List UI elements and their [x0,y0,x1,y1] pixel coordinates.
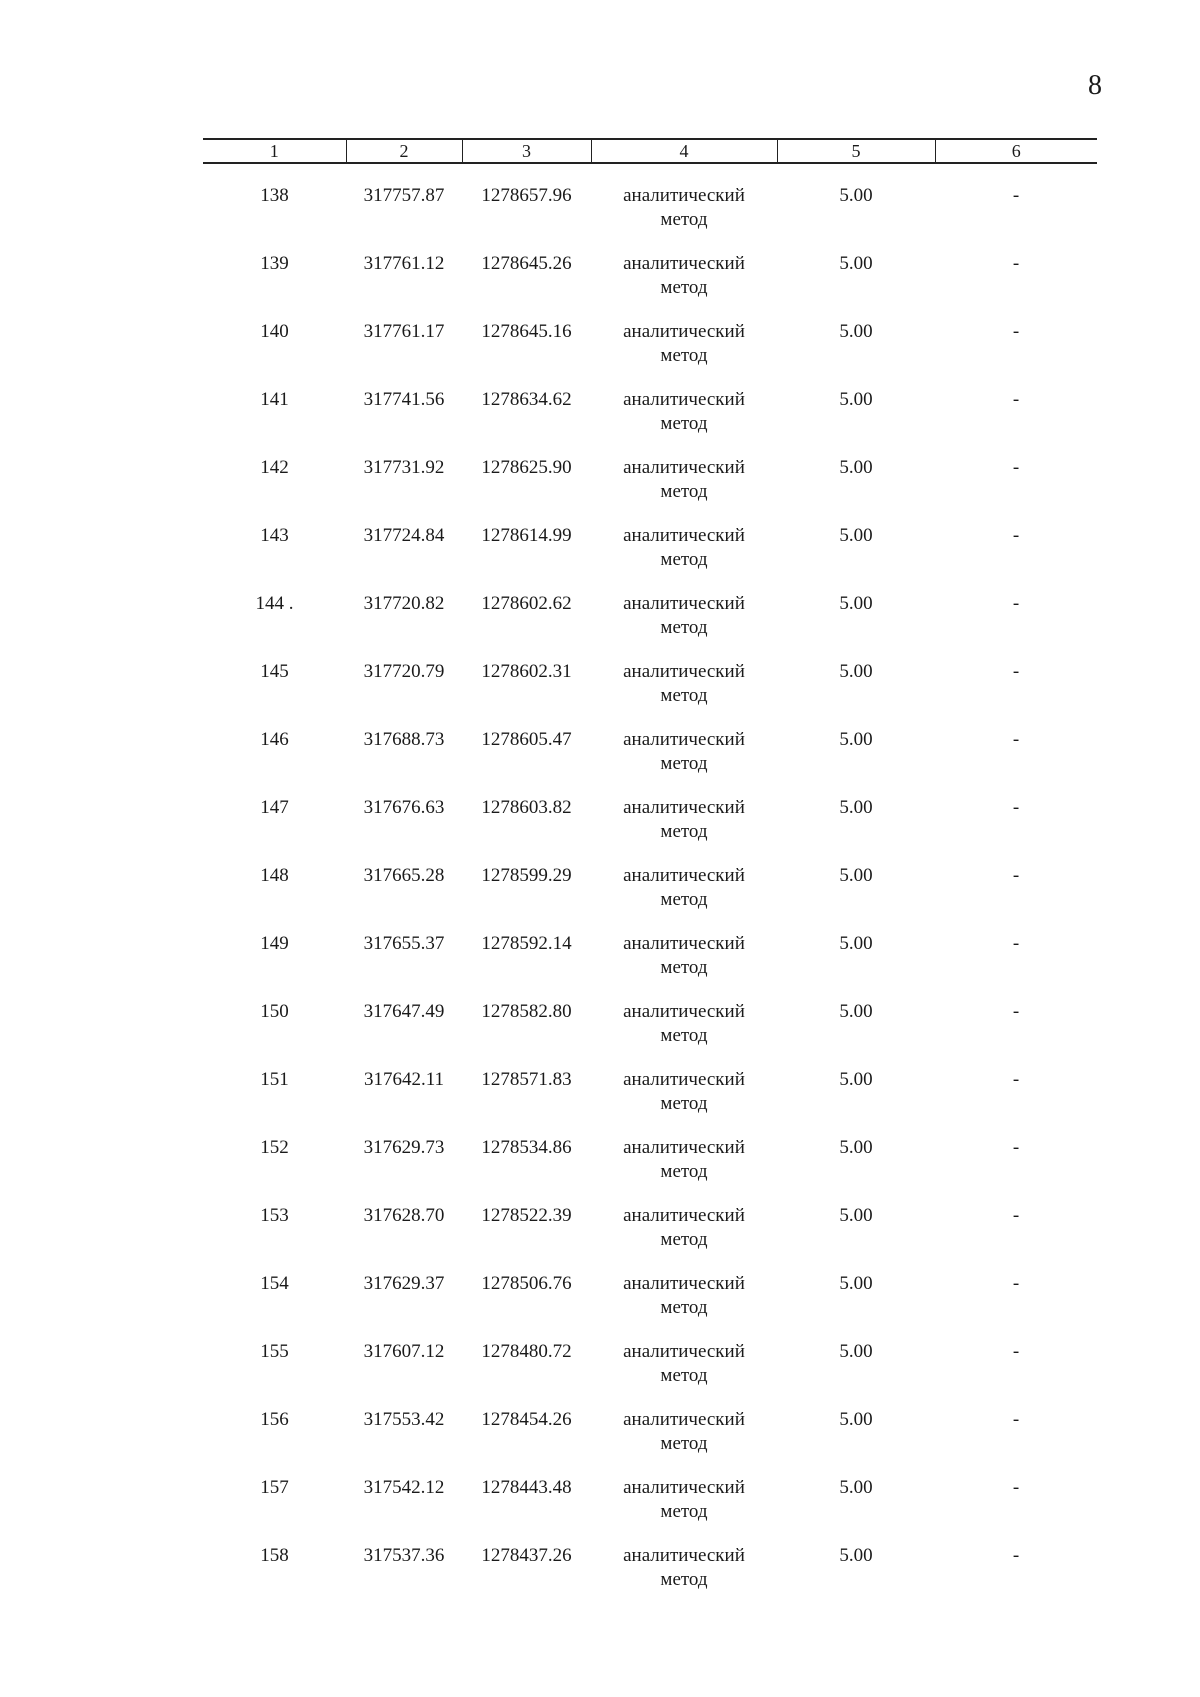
x-coordinate-cell: 317665.28 [363,865,445,886]
table-row [203,456,1097,524]
table-row [203,660,1097,728]
accuracy-cell: 5.00 [839,389,873,410]
method-cell [591,1204,777,1272]
note-cell: - [1012,729,1020,750]
method-line-1: аналитический [623,797,745,818]
table-row [203,388,1097,456]
accuracy-cell: 5.00 [839,593,873,614]
method-line-1: аналитический [623,321,745,342]
table-row [203,728,1097,796]
accuracy-cell: 5.00 [839,457,873,478]
x-coordinate-cell: 317688.73 [363,729,445,750]
y-coordinate-cell: 1278602.62 [481,593,572,614]
note-cell: - [1012,661,1020,682]
method-cell [591,1340,777,1408]
note-cell: - [1012,1273,1020,1294]
method-cell [591,796,777,864]
accuracy-cell: 5.00 [839,253,873,274]
table-row [203,1272,1097,1340]
table-row [203,252,1097,320]
method-line-2: метод [660,345,708,366]
x-coordinate-cell: 317720.79 [363,661,445,682]
point-number-cell: 138 [260,185,289,206]
table-row [203,1476,1097,1544]
accuracy-cell: 5.00 [839,1001,873,1022]
method-line-1: аналитический [623,1069,745,1090]
x-coordinate-cell: 317542.12 [363,1477,445,1498]
method-line-1: аналитический [623,389,745,410]
accuracy-cell: 5.00 [839,933,873,954]
method-line-1: аналитический [623,1273,745,1294]
y-coordinate-cell: 1278614.99 [481,525,572,546]
x-coordinate-cell: 317629.73 [363,1137,445,1158]
method-cell [591,388,777,456]
method-line-2: метод [660,549,708,570]
accuracy-cell: 5.00 [839,1273,873,1294]
method-line-2: метод [660,821,708,842]
method-cell [591,1544,777,1612]
method-cell [591,456,777,524]
accuracy-cell: 5.00 [839,797,873,818]
header-col-1: 1 [203,139,346,163]
x-coordinate-cell: 317629.37 [363,1273,445,1294]
note-cell: - [1012,1545,1020,1566]
point-number-cell: 143 [260,525,289,546]
method-line-1: аналитический [623,1205,745,1226]
note-cell: - [1012,1137,1020,1158]
y-coordinate-cell: 1278506.76 [481,1273,572,1294]
x-coordinate-cell: 317628.70 [363,1205,445,1226]
x-coordinate-cell: 317761.17 [363,321,445,342]
method-line-1: аналитический [623,865,745,886]
note-cell: - [1012,1409,1020,1430]
point-number-cell: 146 [260,729,289,750]
note-cell: - [1012,1205,1020,1226]
method-line-1: аналитический [623,1409,745,1430]
table-header [203,139,1097,163]
method-line-2: метод [660,413,708,434]
accuracy-cell: 5.00 [839,1341,873,1362]
header-row [203,139,1097,163]
point-number-cell: 153 [260,1205,289,1226]
method-cell [591,864,777,932]
method-line-2: метод [660,957,708,978]
note-cell: - [1012,185,1020,206]
page-number: 8 [1088,70,1102,101]
method-line-2: метод [660,1501,708,1522]
method-cell [591,1408,777,1476]
note-cell: - [1012,457,1020,478]
point-number-cell: 149 [260,933,289,954]
point-number-cell: 154 [260,1273,289,1294]
method-line-1: аналитический [623,661,745,682]
table-row [203,1068,1097,1136]
y-coordinate-cell: 1278571.83 [481,1069,572,1090]
x-coordinate-cell: 317757.87 [363,185,445,206]
accuracy-cell: 5.00 [839,525,873,546]
table-row [203,524,1097,592]
method-line-1: аналитический [623,1341,745,1362]
x-coordinate-cell: 317642.11 [363,1069,445,1090]
y-coordinate-cell: 1278657.96 [481,185,572,206]
x-coordinate-cell: 317720.82 [363,593,445,614]
note-cell: - [1012,865,1020,886]
note-cell: - [1012,933,1020,954]
method-line-1: аналитический [623,593,745,614]
method-line-1: аналитический [623,933,745,954]
x-coordinate-cell: 317647.49 [363,1001,445,1022]
method-line-2: метод [660,277,708,298]
method-line-2: метод [660,1365,708,1386]
method-line-2: метод [660,1229,708,1250]
accuracy-cell: 5.00 [839,729,873,750]
table-row [203,320,1097,388]
x-coordinate-cell: 317724.84 [363,525,445,546]
table-row [203,1408,1097,1476]
point-number-cell: 150 [260,1001,289,1022]
method-line-2: метод [660,1025,708,1046]
method-line-2: метод [660,685,708,706]
method-line-2: метод [660,1569,708,1590]
method-line-2: метод [660,889,708,910]
note-cell: - [1012,389,1020,410]
method-line-1: аналитический [623,1545,745,1566]
x-coordinate-cell: 317676.63 [363,797,445,818]
point-number-cell: 144 . [255,593,294,614]
note-cell: - [1012,253,1020,274]
point-number-cell: 147 [260,797,289,818]
method-line-1: аналитический [623,253,745,274]
accuracy-cell: 5.00 [839,1477,873,1498]
y-coordinate-cell: 1278634.62 [481,389,572,410]
table-row [203,796,1097,864]
method-cell [591,1068,777,1136]
y-coordinate-cell: 1278599.29 [481,865,572,886]
table-row [203,1136,1097,1204]
y-coordinate-cell: 1278480.72 [481,1341,572,1362]
y-coordinate-cell: 1278582.80 [481,1001,572,1022]
point-number-cell: 158 [260,1545,289,1566]
accuracy-cell: 5.00 [839,661,873,682]
method-line-2: метод [660,209,708,230]
note-cell: - [1012,1341,1020,1362]
table-row [203,1340,1097,1408]
point-number-cell: 157 [260,1477,289,1498]
accuracy-cell: 5.00 [839,865,873,886]
x-coordinate-cell: 317655.37 [363,933,445,954]
y-coordinate-cell: 1278645.26 [481,253,572,274]
method-line-1: аналитический [623,729,745,750]
method-cell [591,1272,777,1340]
method-line-2: метод [660,1161,708,1182]
y-coordinate-cell: 1278605.47 [481,729,572,750]
accuracy-cell: 5.00 [839,1409,873,1430]
method-line-1: аналитический [623,185,745,206]
y-coordinate-cell: 1278592.14 [481,933,572,954]
accuracy-cell: 5.00 [839,321,873,342]
coordinates-table [203,138,1097,1612]
y-coordinate-cell: 1278603.82 [481,797,572,818]
table-row [203,1544,1097,1612]
table-row [203,864,1097,932]
point-number-cell: 142 [260,457,289,478]
coordinates-table-container [203,138,1097,1612]
point-number-cell: 156 [260,1409,289,1430]
accuracy-cell: 5.00 [839,1137,873,1158]
method-line-2: метод [660,1093,708,1114]
note-cell: - [1012,321,1020,342]
method-cell [591,524,777,592]
point-number-cell: 148 [260,865,289,886]
header-col-5: 5 [777,139,935,163]
table-row [203,592,1097,660]
point-number-cell: 139 [260,253,289,274]
method-line-1: аналитический [623,1001,745,1022]
accuracy-cell: 5.00 [839,185,873,206]
method-line-1: аналитический [623,457,745,478]
method-line-2: метод [660,617,708,638]
note-cell: - [1012,1477,1020,1498]
x-coordinate-cell: 317553.42 [363,1409,445,1430]
x-coordinate-cell: 317537.36 [363,1545,445,1566]
method-line-2: метод [660,753,708,774]
point-number-cell: 141 [260,389,289,410]
table-row [203,932,1097,1000]
method-line-2: метод [660,1433,708,1454]
y-coordinate-cell: 1278437.26 [481,1545,572,1566]
y-coordinate-cell: 1278454.26 [481,1409,572,1430]
method-line-1: аналитический [623,1477,745,1498]
point-number-cell: 155 [260,1341,289,1362]
point-number-cell: 145 [260,661,289,682]
method-cell [591,1476,777,1544]
point-number-cell: 140 [260,321,289,342]
table-body [203,163,1097,1612]
note-cell: - [1012,593,1020,614]
method-cell [591,163,777,252]
method-cell [591,592,777,660]
method-cell [591,932,777,1000]
note-cell: - [1012,797,1020,818]
x-coordinate-cell: 317761.12 [363,253,445,274]
method-cell [591,252,777,320]
y-coordinate-cell: 1278443.48 [481,1477,572,1498]
method-cell [591,660,777,728]
y-coordinate-cell: 1278522.39 [481,1205,572,1226]
note-cell: - [1012,1069,1020,1090]
method-cell [591,1000,777,1068]
x-coordinate-cell: 317741.56 [363,389,445,410]
y-coordinate-cell: 1278534.86 [481,1137,572,1158]
accuracy-cell: 5.00 [839,1205,873,1226]
x-coordinate-cell: 317607.12 [363,1341,445,1362]
table-row [203,1204,1097,1272]
table-row [203,163,1097,252]
note-cell: - [1012,1001,1020,1022]
header-col-3: 3 [462,139,591,163]
method-cell [591,1136,777,1204]
y-coordinate-cell: 1278602.31 [481,661,572,682]
method-line-2: метод [660,1297,708,1318]
point-number-cell: 152 [260,1137,289,1158]
header-col-4: 4 [591,139,777,163]
method-line-1: аналитический [623,525,745,546]
note-cell: - [1012,525,1020,546]
point-number-cell: 151 [260,1069,289,1090]
table-row [203,1000,1097,1068]
y-coordinate-cell: 1278625.90 [481,457,572,478]
method-line-2: метод [660,481,708,502]
accuracy-cell: 5.00 [839,1545,873,1566]
header-col-2: 2 [346,139,462,163]
method-cell [591,728,777,796]
x-coordinate-cell: 317731.92 [363,457,445,478]
accuracy-cell: 5.00 [839,1069,873,1090]
y-coordinate-cell: 1278645.16 [481,321,572,342]
method-line-1: аналитический [623,1137,745,1158]
method-cell [591,320,777,388]
header-col-6: 6 [935,139,1097,163]
